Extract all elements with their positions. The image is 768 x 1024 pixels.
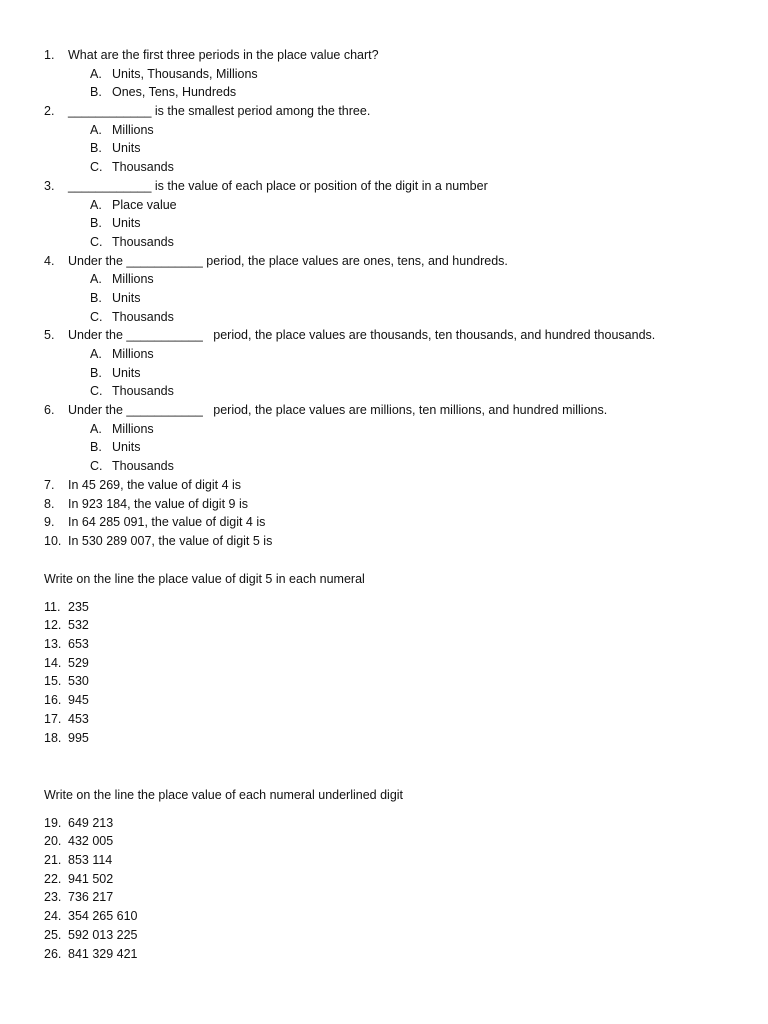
item-numeral: 532 <box>68 618 89 633</box>
list-item <box>44 672 728 691</box>
option-letter: A. <box>90 347 102 361</box>
option-letter: A. <box>90 197 102 212</box>
option-letter: B. <box>90 365 102 380</box>
item-numeral: 529 <box>68 655 89 670</box>
item-number: 19. <box>44 815 62 830</box>
option-text: Units <box>112 290 141 305</box>
question <box>44 102 728 121</box>
answer-option <box>44 121 728 140</box>
question-number: 9. <box>44 515 55 530</box>
list-item <box>44 907 728 926</box>
option-letter: C. <box>90 309 103 324</box>
option-text: Millions <box>112 272 154 287</box>
item-numeral: 995 <box>68 730 89 745</box>
section-instruction: Write on the line the place value of each numeral underlined digit <box>44 788 404 802</box>
question <box>44 326 728 345</box>
question-text: Under the ___________ period, the place values are millions, ten millions, and hundred millions. <box>68 403 608 418</box>
question-text: In 45 269, the value of digit 4 is <box>68 477 242 492</box>
option-text: Millions <box>112 421 154 436</box>
item-number: 22. <box>44 871 62 886</box>
section-instruction: Write on the line the place value of digit 5 in each numeral <box>44 572 365 586</box>
option-letter: A. <box>90 66 102 81</box>
list-item <box>44 729 728 748</box>
question-number: 10. <box>44 533 62 548</box>
option-text: Place value <box>112 197 177 212</box>
list-item <box>44 635 728 654</box>
item-numeral: 736 217 <box>68 890 114 905</box>
answer-option <box>44 457 728 476</box>
option-text: Thousands <box>112 384 174 399</box>
option-text: Units <box>112 440 141 455</box>
item-numeral: 592 013 225 <box>68 927 138 942</box>
answer-option <box>44 308 728 327</box>
list-item <box>44 888 728 907</box>
option-letter: C. <box>90 160 103 175</box>
question-text: In 923 184, the value of digit 9 is <box>68 496 248 511</box>
answer-option <box>44 83 728 102</box>
option-text: Millions <box>112 122 154 137</box>
answer-option <box>44 270 728 289</box>
option-text: Units <box>112 216 141 231</box>
question <box>44 401 728 420</box>
item-number: 11. <box>44 599 61 614</box>
section-underlined-digit <box>44 786 728 963</box>
answer-option <box>44 345 728 364</box>
list-item <box>44 851 728 870</box>
question-number: 1. <box>44 48 55 62</box>
list-item <box>44 945 728 964</box>
item-numeral: 432 005 <box>68 834 114 849</box>
item-number: 13. <box>44 637 62 652</box>
option-letter: C. <box>90 459 103 474</box>
question-number: 7. <box>44 477 55 492</box>
answer-option <box>44 289 728 308</box>
question-text: In 530 289 007, the value of digit 5 is <box>68 533 273 548</box>
answer-option <box>44 158 728 177</box>
item-numeral: 453 <box>68 711 89 726</box>
item-number: 18. <box>44 730 62 745</box>
item-numeral: 530 <box>68 674 89 689</box>
option-text: Units <box>112 365 141 380</box>
question-text: Under the ___________ period, the place values are ones, tens, and hundreds. <box>68 253 508 268</box>
question <box>44 495 728 514</box>
option-text: Millions <box>112 347 154 361</box>
section-digit-five <box>44 570 728 747</box>
answer-option <box>44 65 728 84</box>
question <box>44 476 728 495</box>
item-number: 24. <box>44 909 62 924</box>
list-item <box>44 654 728 673</box>
item-numeral: 841 329 421 <box>68 946 138 961</box>
question-list <box>44 46 728 551</box>
list-item <box>44 598 728 617</box>
item-number: 23. <box>44 890 62 905</box>
item-number: 15. <box>44 674 62 689</box>
list-item <box>44 616 728 635</box>
option-text: Units, Thousands, Millions <box>112 66 258 81</box>
item-numeral: 653 <box>68 637 89 652</box>
option-letter: B. <box>90 290 102 305</box>
item-number: 17. <box>44 711 62 726</box>
question <box>44 513 728 532</box>
question-text: What are the first three periods in the place value chart? <box>68 48 379 62</box>
item-number: 26. <box>44 946 62 961</box>
question-number: 4. <box>44 253 55 268</box>
option-text: Thousands <box>112 459 174 474</box>
option-letter: B. <box>90 440 102 455</box>
answer-option <box>44 139 728 158</box>
question-number: 3. <box>44 178 55 193</box>
question-number: 8. <box>44 496 55 511</box>
item-numeral: 945 <box>68 693 89 708</box>
list-item <box>44 832 728 851</box>
option-letter: B. <box>90 216 102 231</box>
item-number: 20. <box>44 834 62 849</box>
question <box>44 532 728 551</box>
item-number: 25. <box>44 927 62 942</box>
item-numeral: 853 114 <box>68 853 113 868</box>
option-letter: B. <box>90 85 102 100</box>
list-item <box>44 710 728 729</box>
question <box>44 252 728 271</box>
list-item <box>44 870 728 889</box>
question <box>44 177 728 196</box>
list-item <box>44 691 728 710</box>
item-number: 14. <box>44 655 62 670</box>
answer-option <box>44 214 728 233</box>
answer-option <box>44 420 728 439</box>
item-number: 16. <box>44 693 62 708</box>
option-text: Thousands <box>112 160 174 175</box>
answer-option <box>44 438 728 457</box>
answer-option <box>44 364 728 383</box>
option-letter: A. <box>90 272 102 287</box>
question-text: ____________ is the smallest period among the three. <box>68 104 371 119</box>
option-letter: A. <box>90 122 102 137</box>
question-text: Under the ___________ period, the place values are thousands, ten thousands, and hundred thousands. <box>68 328 656 343</box>
question-text: ____________ is the value of each place or position of the digit in a number <box>68 178 488 193</box>
list-item <box>44 926 728 945</box>
item-number: 21. <box>44 853 62 868</box>
answer-option <box>44 233 728 252</box>
option-letter: C. <box>90 384 103 399</box>
option-text: Thousands <box>112 309 174 324</box>
answer-option <box>44 196 728 215</box>
item-numeral: 235 <box>68 599 89 614</box>
question-number: 2. <box>44 104 55 119</box>
answer-option <box>44 382 728 401</box>
list-item <box>44 814 728 833</box>
option-text: Units <box>112 141 141 156</box>
question-text: In 64 285 091, the value of digit 4 is <box>68 515 266 530</box>
option-letter: A. <box>90 421 102 436</box>
item-numeral: 354 265 610 <box>68 909 138 924</box>
option-letter: C. <box>90 234 103 249</box>
option-text: Thousands <box>112 234 174 249</box>
item-numeral: 649 213 <box>68 815 114 830</box>
option-text: Ones, Tens, Hundreds <box>112 85 237 100</box>
item-number: 12. <box>44 618 62 633</box>
question-number: 6. <box>44 403 55 418</box>
question <box>44 46 728 65</box>
question-number: 5. <box>44 328 55 343</box>
item-numeral: 941 502 <box>68 871 114 886</box>
option-letter: B. <box>90 141 102 156</box>
